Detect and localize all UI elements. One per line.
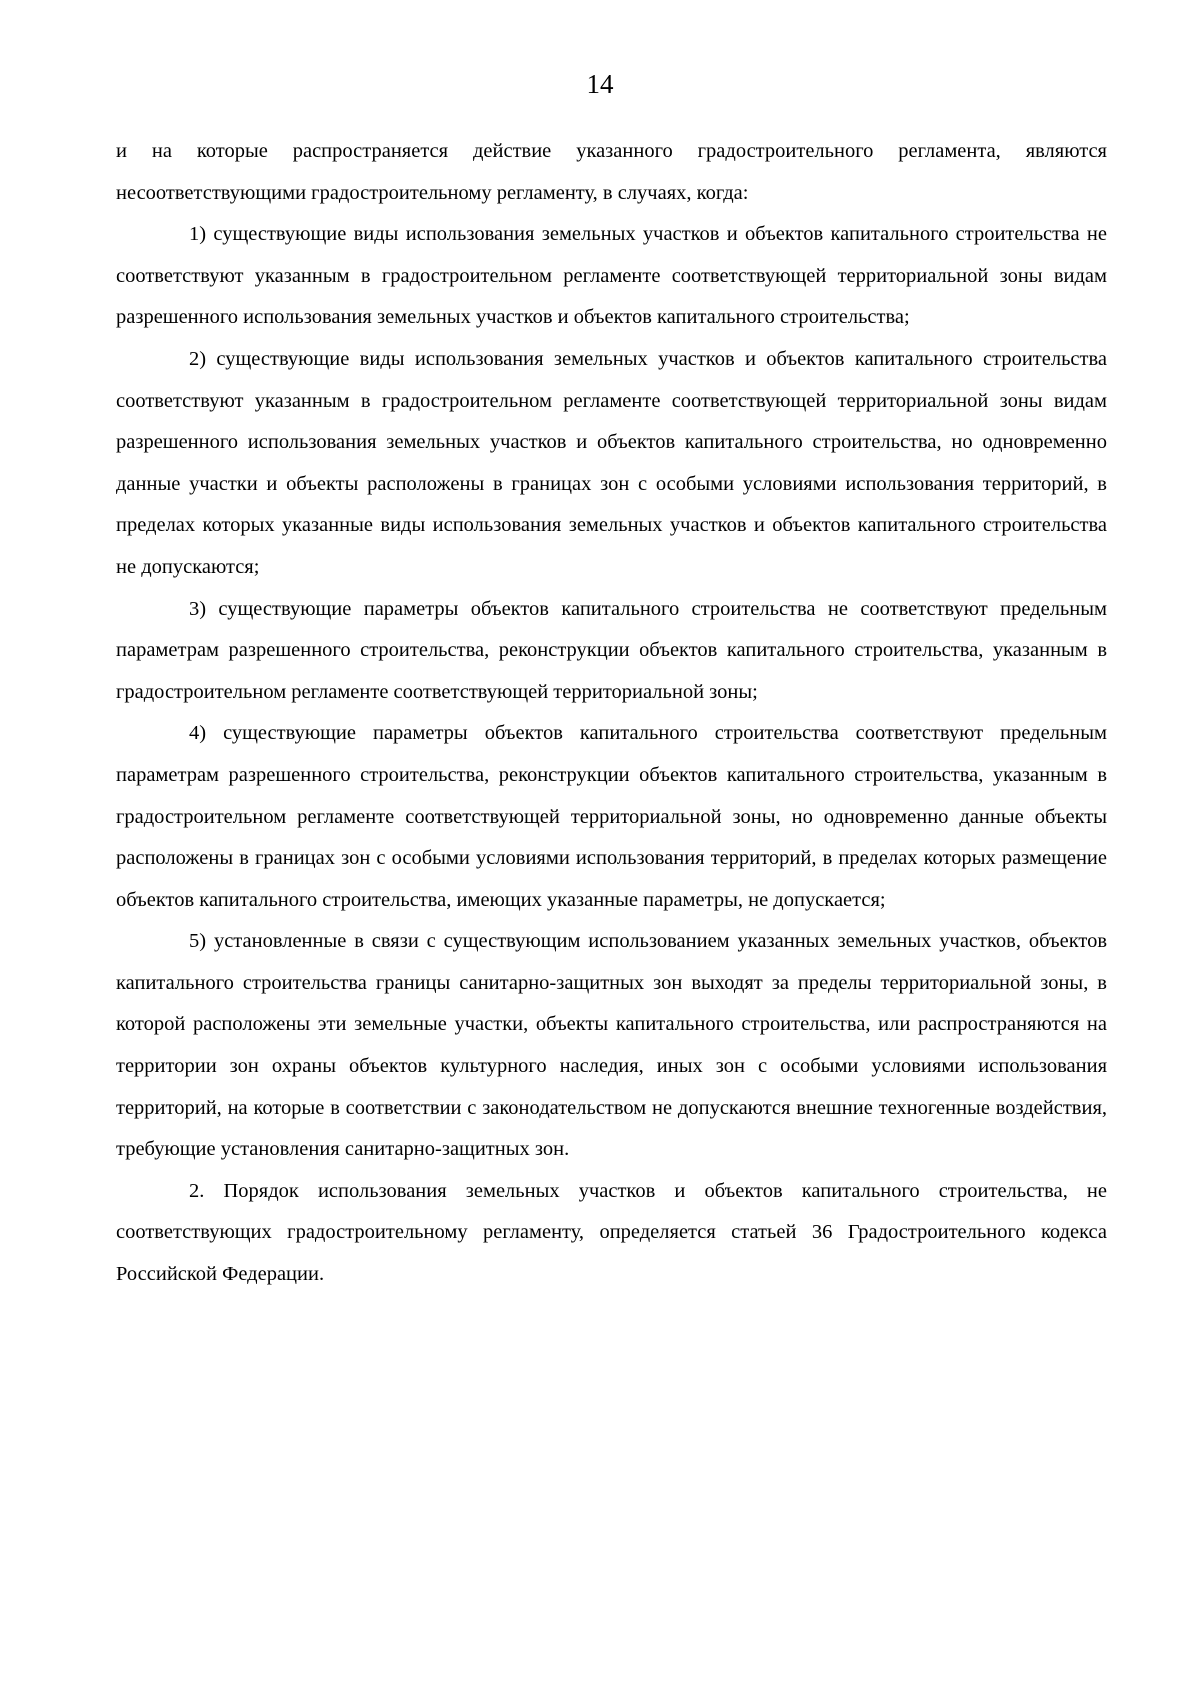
list-item-5: 5) установленные в связи с существующим использованием указанных земельных участков, объектов капитального строительства границы санитарно-защитных зон выходят за пределы территориальной зоны, в которой расположены эти земельные участки, объекты капитального строительства, или распространяются на территории зон охраны объектов культурного наследия, иных зон с особыми условиями использования территорий, на которые в соответствии с законодательством не допускаются внешние техногенные воздействия, требующие установления санитарно-защитных зон.	[116, 930, 1107, 1161]
page-number: 14	[586, 69, 614, 99]
list-item-4: 4) существующие параметры объектов капитального строительства соответствуют предельным параметрам разрешенного строительства, реконструкции объектов капитального строительства, указанным в градостроительном регламенте соответствующей территориальной зоны, но одновременно данные объекты расположены в границах зон с особыми условиями использования территорий, в пределах которых размещение объектов капитального строительства, имеющих указанные параметры, не допускается;	[116, 722, 1107, 911]
paragraph-continuation: и на которые распространяется действие указанного градостроительного регламента, являются несоответствующими градостроительному регламенту, в случаях, когда:	[116, 140, 1107, 204]
section-2-paragraph: 2. Порядок использования земельных участков и объектов капитального строительства, не соответствующих градостроительному регламенту, определяется статьей 36 Градостроительного кодекса Российской Федерации.	[116, 1179, 1107, 1286]
list-item-2: 2) существующие виды использования земельных участков и объектов капитального строительства соответствуют указанным в градостроительном регламенте соответствующей территориальной зоны видам разрешенного использования земельных участков и объектов капитального строительства, но одновременно данные участки и объекты расположены в границах зон с особыми условиями использования территорий, в пределах которых указанные виды использования земельных участков и объектов капитального строительства не допускаются;	[116, 347, 1107, 578]
list-item-3: 3) существующие параметры объектов капитального строительства не соответствуют предельным параметрам разрешенного строительства, реконструкции объектов капитального строительства, указанным в градостроительном регламенте соответствующей территориальной зоны;	[116, 597, 1107, 703]
list-item-1: 1) существующие виды использования земельных участков и объектов капитального строительства не соответствуют указанным в градостроительном регламенте соответствующей территориальной зоны видам разрешенного использования земельных участков и объектов капитального строительства;	[116, 223, 1107, 329]
document-body	[116, 131, 1107, 1296]
